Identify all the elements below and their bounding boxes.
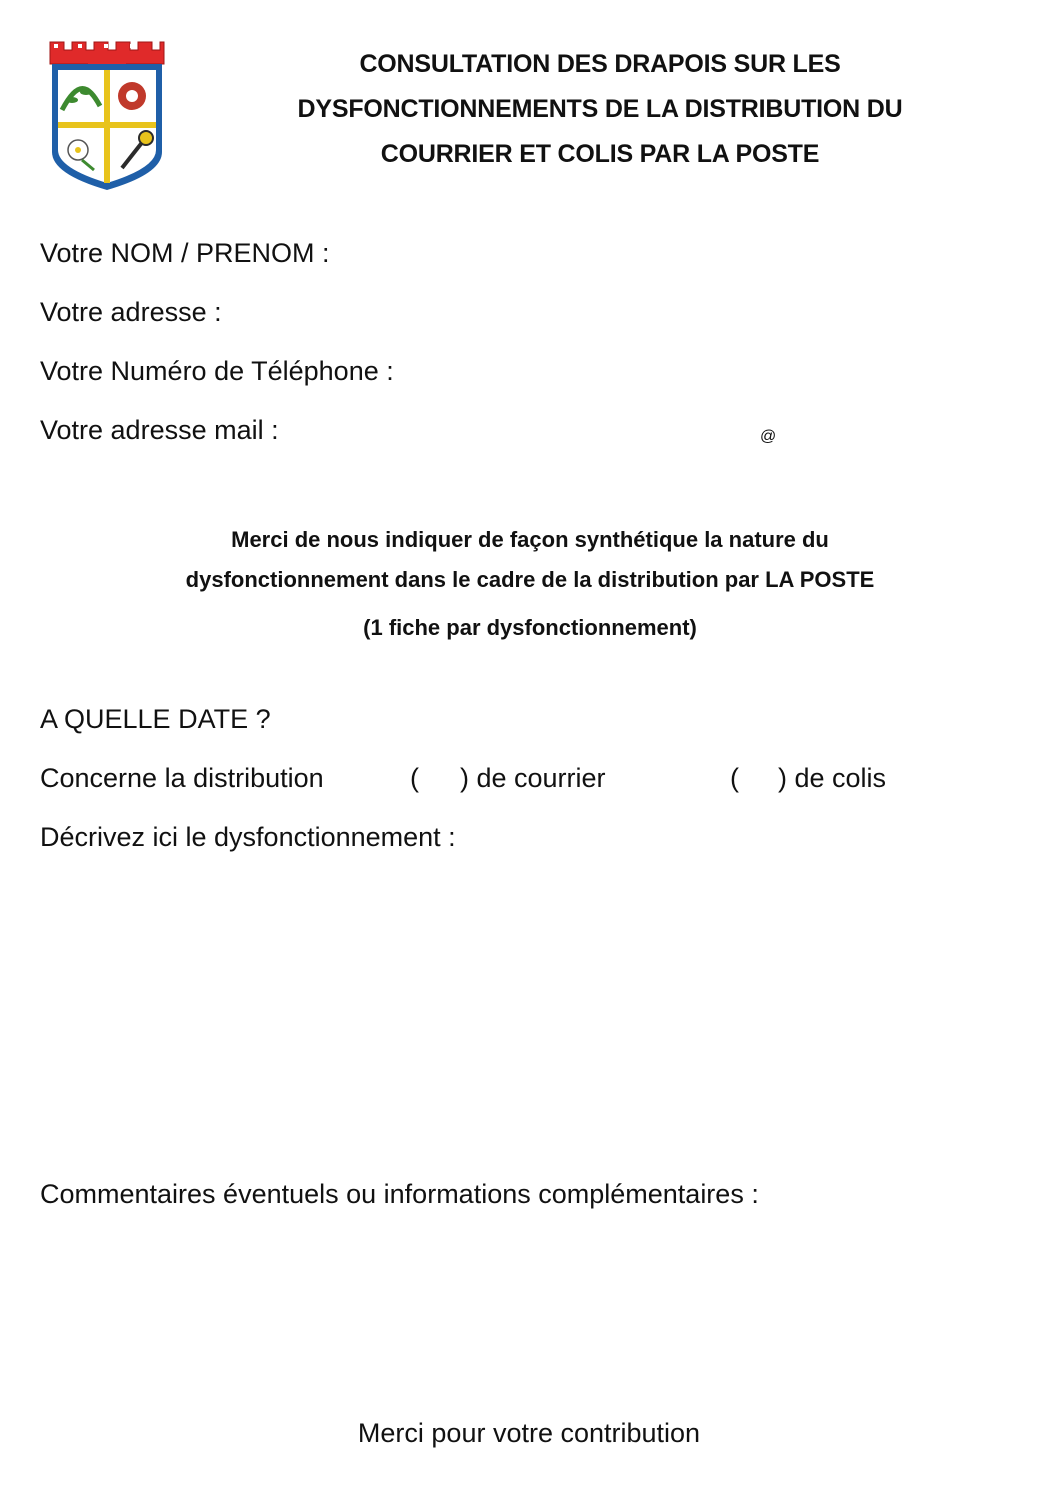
instructions-note: (1 fiche par dysfonctionnement) <box>363 615 697 640</box>
title-line: CONSULTATION DES DRAPOIS SUR LES <box>359 50 841 78</box>
address-field-label[interactable]: Votre adresse : <box>40 297 222 327</box>
distribution-label: Concerne la distribution <box>40 763 324 793</box>
colis-checkbox-open[interactable]: ( <box>730 763 739 793</box>
title-line: DYSFONCTIONNEMENTS DE LA DISTRIBUTION DU <box>297 95 903 123</box>
thanks-message: Merci pour votre contribution <box>357 1418 701 1448</box>
instruction-line: Merci de nous indiquer de façon synthétique la nature du <box>231 527 829 552</box>
instruction-line: dysfonctionnement dans le cadre de la distribution par LA POSTE <box>185 567 875 592</box>
comments-field-label[interactable]: Commentaires éventuels ou informations complémentaires : <box>40 1179 759 1209</box>
instructions-block <box>60 520 1000 600</box>
colis-option-label[interactable]: ) de colis <box>778 763 887 793</box>
description-field-label[interactable]: Décrivez ici le dysfonctionnement : <box>40 822 456 852</box>
document-title <box>220 42 980 177</box>
title-line: COURRIER ET COLIS PAR LA POSTE <box>380 140 820 168</box>
coat-of-arms-logo <box>48 40 166 192</box>
courrier-option-label[interactable]: ) de courrier <box>460 763 606 793</box>
email-field-label[interactable]: Votre adresse mail : <box>40 415 279 445</box>
email-at-sign: @ <box>760 428 777 445</box>
phone-field-label[interactable]: Votre Numéro de Téléphone : <box>40 356 394 386</box>
date-field-label[interactable]: A QUELLE DATE ? <box>40 704 271 734</box>
courrier-checkbox-open[interactable]: ( <box>410 763 419 793</box>
name-field-label[interactable]: Votre NOM / PRENOM : <box>40 238 330 268</box>
